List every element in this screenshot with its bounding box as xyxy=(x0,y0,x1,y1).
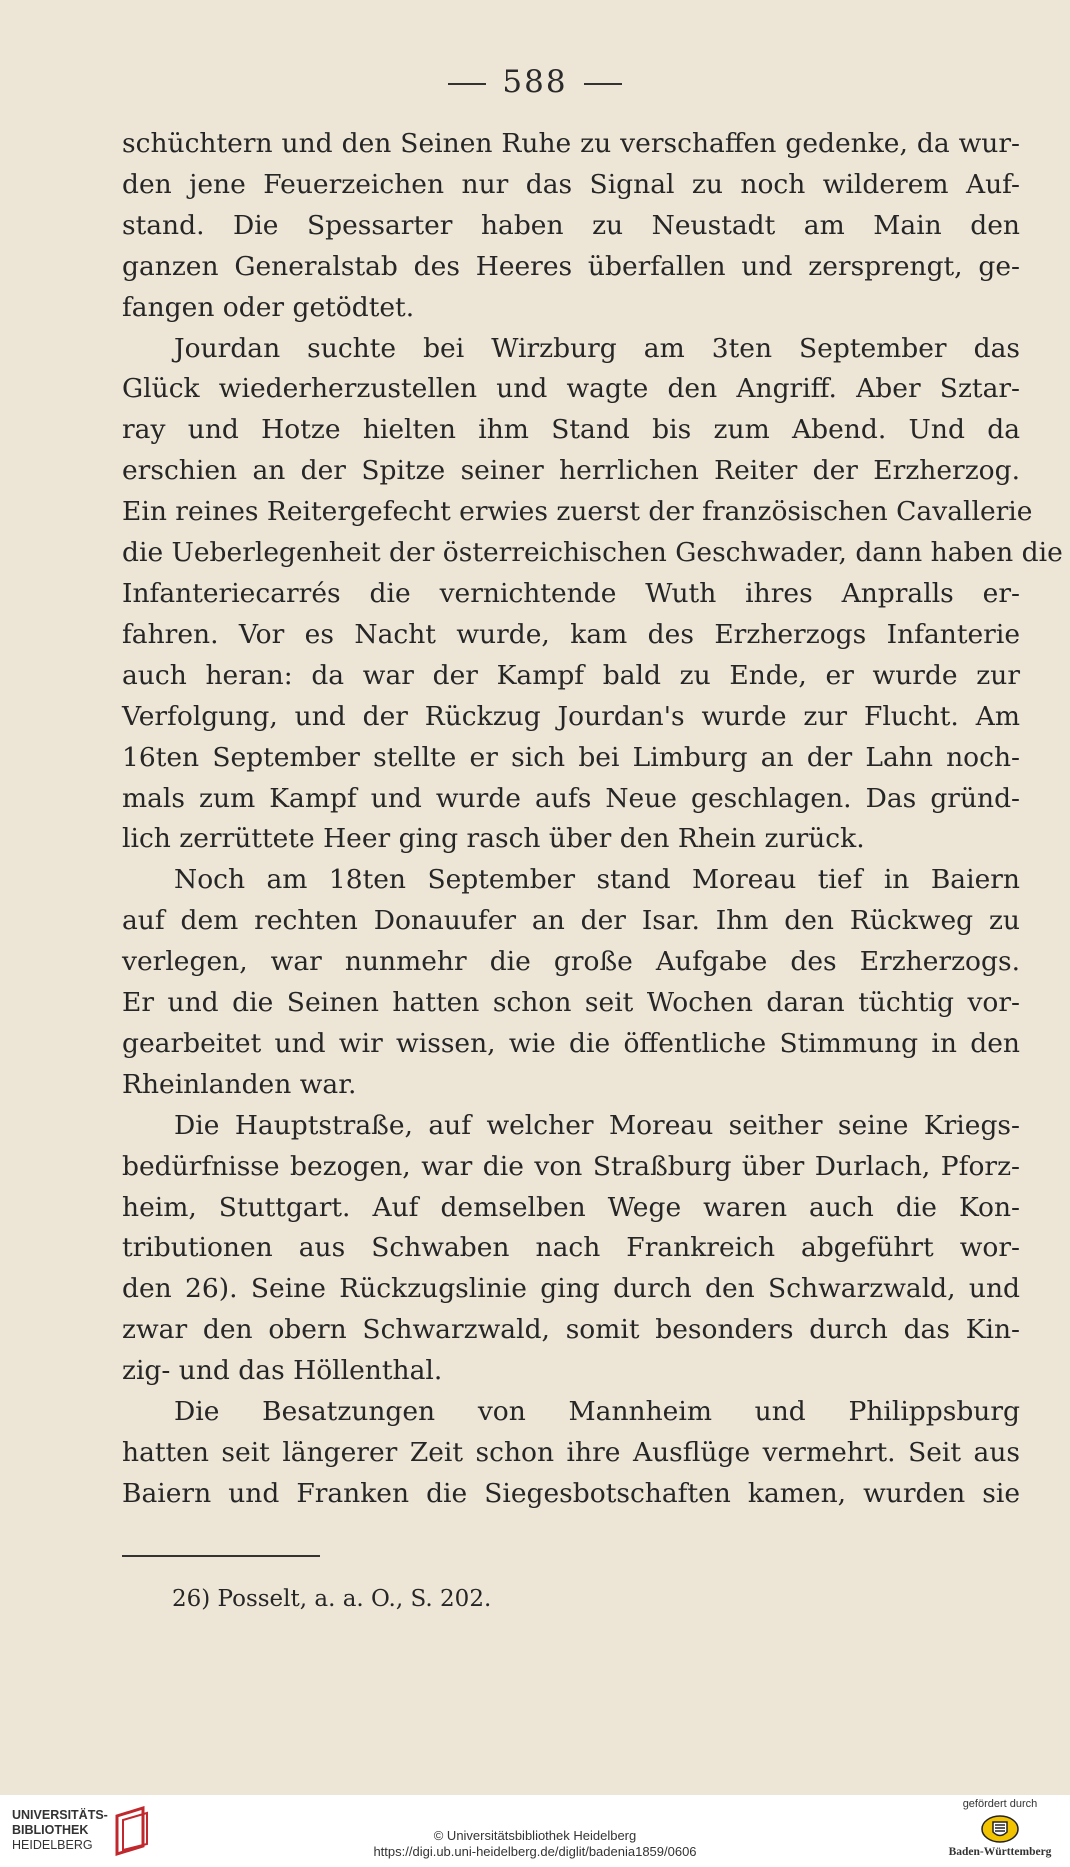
text-line: fangen oder getödtet. xyxy=(122,291,415,323)
text-line: Er und die Seinen hatten schon seit Wochen daran tüchtig vor- xyxy=(122,987,1020,1019)
sponsor-label: gefördert durch xyxy=(962,1798,1038,1810)
text-line: hatten seit längerer Zeit schon ihre Ausflüge vermehrt. Seit aus xyxy=(122,1437,1020,1468)
text-line: zig- und das Höllenthal. xyxy=(122,1355,443,1387)
sponsor-logo[interactable] xyxy=(935,1798,1065,1858)
text-line: bedürfnisse bezogen, war die von Straßburg über Durlach, Pforz- xyxy=(122,1150,1020,1182)
text-line: Rheinlanden war. xyxy=(122,1068,357,1100)
dash-right xyxy=(584,83,622,85)
text-line: die Ueberlegenheit der österreichischen Geschwader, dann haben die xyxy=(122,537,1063,569)
text-line: auch heran: da war der Kampf bald zu Ende, er wurde zur xyxy=(122,659,1020,691)
text-line: gearbeitet und wir wissen, wie die öffentliche Stimmung in den xyxy=(122,1027,1020,1059)
text-line: ganzen Generalstab des Heeres überfallen und zersprengt, ge- xyxy=(122,250,1020,282)
text-line: auf dem rechten Donauufer an der Isar. Ihm den Rückweg zu xyxy=(122,905,1020,937)
text-line: heim, Stuttgart. Auf demselben Wege waren auch die Kon- xyxy=(122,1191,1020,1223)
text-line: den 26). Seine Rückzugslinie ging durch den Schwarzwald, und xyxy=(122,1273,1020,1305)
text-line: zwar den obern Schwarzwald, somit besonders durch das Kin- xyxy=(122,1314,1020,1346)
text-line: schüchtern und den Seinen Ruhe zu verschaffen gedenke, da wur- xyxy=(122,128,1020,159)
text-line: erschien an der Spitze seiner herrlichen Reiter der Erzherzog. xyxy=(122,455,1020,487)
text-line: Die Hauptstraße, auf welcher Moreau seither seine Kriegs- xyxy=(174,1109,1020,1141)
body-text xyxy=(122,124,1063,1515)
baden-wuerttemberg-emblem-icon xyxy=(980,1814,1020,1844)
text-line: Infanteriecarrés die vernichtende Wuth ihres Anpralls er- xyxy=(122,577,1020,609)
text-line: fahren. Vor es Nacht wurde, kam des Erzherzogs Infanterie xyxy=(122,618,1020,650)
page-number-value: 588 xyxy=(502,64,568,100)
footnote-divider xyxy=(122,1555,320,1557)
text-line: tributionen aus Schwaben nach Frankreich abgeführt wor- xyxy=(122,1232,1020,1264)
footnote: 26) Posselt, a. a. O., S. 202. xyxy=(172,1586,492,1612)
text-line: den jene Feuerzeichen nur das Signal zu noch wilderem Auf- xyxy=(122,168,1020,200)
permalink[interactable]: https://digi.ub.uni-heidelberg.de/diglit/badenia1859/0606 xyxy=(373,1844,697,1859)
library-name-line2: BIBLIOTHEK xyxy=(12,1823,89,1837)
text-line: Ein reines Reitergefecht erwies zuerst der französischen Cavallerie xyxy=(122,496,1033,528)
text-line: verlegen, war nunmehr die große Aufgabe des Erzherzogs. xyxy=(122,946,1020,978)
sponsor-name: Baden-Württemberg xyxy=(948,1846,1052,1858)
text-line: 16ten September stellte er sich bei Limburg an der Lahn noch- xyxy=(122,741,1020,773)
text-line: Die Besatzungen von Mannheim und Philippsburg xyxy=(174,1396,1020,1428)
text-line: mals zum Kampf und wurde aufs Neue geschlagen. Das gründ- xyxy=(122,782,1020,814)
page-number xyxy=(0,64,1070,100)
library-name-line1: UNIVERSITÄTS- xyxy=(12,1808,108,1822)
library-name-line3: HEIDELBERG xyxy=(12,1838,93,1852)
text-line: stand. Die Spessarter haben zu Neustadt am Main den xyxy=(122,209,1020,241)
text-line: Verfolgung, und der Rückzug Jourdan's wurde zur Flucht. Am xyxy=(122,700,1020,732)
text-line: lich zerrüttete Heer ging rasch über den Rhein zurück. xyxy=(122,823,865,855)
text-line: Jourdan suchte bei Wirzburg am 3ten September das xyxy=(174,332,1020,364)
text-line: Glück wiederherzustellen und wagte den Angriff. Aber Sztar- xyxy=(122,373,1020,405)
copyright-notice xyxy=(0,1828,1070,1860)
copyright-text: © Universitätsbibliothek Heidelberg xyxy=(433,1828,637,1843)
text-line: Baiern und Franken die Siegesbotschaften kamen, wurden sie xyxy=(122,1477,1020,1509)
text-line: ray und Hotze hielten ihm Stand bis zum Abend. Und da xyxy=(122,414,1020,446)
dash-left xyxy=(448,83,486,85)
text-line: Noch am 18ten September stand Moreau tief in Baiern xyxy=(174,864,1020,896)
